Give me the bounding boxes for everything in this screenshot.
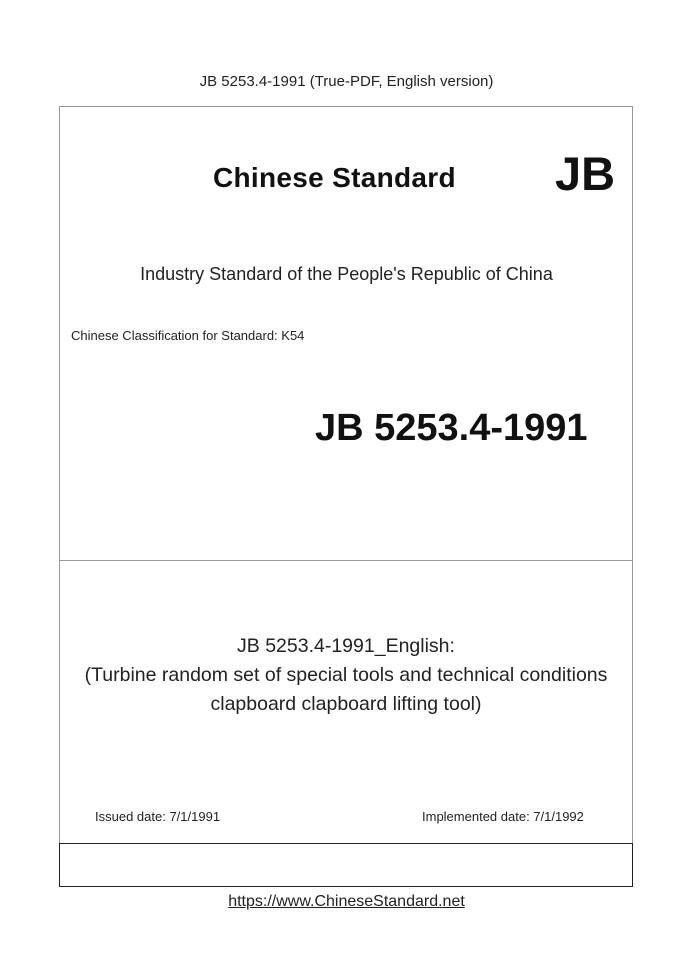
implemented-date: Implemented date: 7/1/1992 — [422, 809, 584, 824]
footer-link-container — [0, 893, 693, 911]
english-title-line-1: JB 5253.4-1991_English: — [237, 635, 455, 657]
issued-date: Issued date: 7/1/1991 — [95, 809, 221, 824]
english-title-line-2: (Turbine random set of special tools and technical conditions — [84, 664, 608, 686]
cover-subtitle: Industry Standard of the People's Republic of China — [140, 264, 553, 284]
standard-number: JB 5253.4-1991 — [315, 407, 588, 449]
standard-code: JB — [555, 147, 616, 200]
english-title-block — [59, 632, 633, 719]
cover-title: Chinese Standard — [213, 162, 456, 193]
english-title-line-3: clapboard clapboard lifting tool) — [210, 693, 482, 715]
document-header-label: JB 5253.4-1991 (True-PDF, English version) — [199, 73, 494, 90]
blank-footer-box — [59, 843, 633, 887]
website-link[interactable]: https://www.ChineseStandard.net — [228, 893, 465, 910]
classification-text: Chinese Classification for Standard: K54 — [71, 328, 305, 343]
